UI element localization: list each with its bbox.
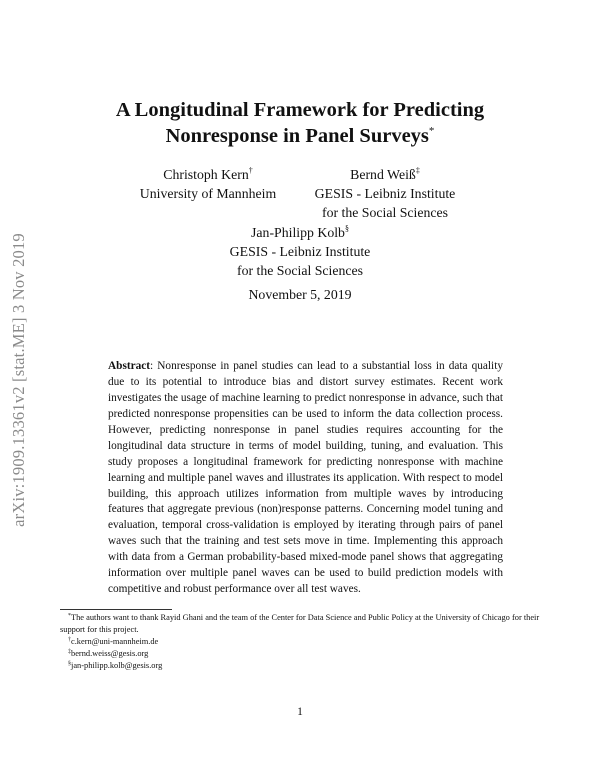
footnote-mark: § bbox=[68, 660, 71, 667]
author-name: Christoph Kern† bbox=[163, 166, 253, 182]
author-footnote-mark: † bbox=[248, 166, 253, 175]
footnote-text: c.kern@uni-mannheim.de bbox=[71, 636, 159, 646]
footnote-text: jan-philipp.kolb@gesis.org bbox=[71, 660, 163, 670]
footnote-text: The authors want to thank Rayid Ghani and the team of the Center for Data Science and Public Policy at the University of Chicago for their support for this project. bbox=[60, 613, 540, 634]
author-footnote-mark: § bbox=[344, 224, 349, 233]
author-affiliation: GESIS - Leibniz Institute bbox=[314, 186, 456, 201]
author-block-kolb bbox=[210, 223, 390, 280]
footnote-email-kolb bbox=[60, 660, 545, 672]
abstract: Abstract: Nonresponse in panel studies can lead to a substantial loss in data quality due to its potential to introduce bias and distort survey estimates. Recent work investigates the usage of machine learning to predict nonresponse in advance, such that predicted nonresponse propensities can be used to inform the data collection process. However, predicting nonresponse in panel studies requires accounting for the longitudinal data structure in terms of model building, tuning, and evaluation. This study proposes a longitudinal framework for predicting nonresponse with machine learning and multiple panel waves and illustrates its application. With respect to model building, this approach utilizes information from multiple waves by introducing features that aggregate previous (non)response patterns. Concerning model tuning and evaluation, temporal cross-validation is employed by iterating through pairs of panel waves such that the training and test sets move in time. Implementing this approach with data from a German probability-based mixed-mode panel shows that aggregating information over multiple panel waves can be used to build prediction models with competitive and robust performance over all test waves. bbox=[108, 360, 503, 595]
title-line-1: A Longitudinal Framework for Predicting bbox=[115, 99, 485, 121]
publication-date: November 5, 2019 bbox=[248, 287, 352, 302]
footnote-mark: ‡ bbox=[68, 648, 71, 655]
author-block-weiss bbox=[295, 165, 475, 222]
author-name: Bernd Weiß‡ bbox=[350, 166, 420, 182]
footnote-acknowledgement bbox=[60, 612, 545, 636]
title-footnote-mark: * bbox=[428, 125, 435, 137]
arxiv-identifier-stamp: arXiv:1909.13361v2 [stat.ME] 3 Nov 2019 bbox=[9, 233, 28, 527]
footnote-email-weiss bbox=[60, 648, 545, 660]
author-footnote-mark: ‡ bbox=[415, 166, 420, 175]
page-number: 1 bbox=[297, 706, 303, 718]
footnote-divider bbox=[60, 609, 172, 610]
footnotes bbox=[60, 612, 545, 672]
footnote-text: bernd.weiss@gesis.org bbox=[71, 648, 149, 658]
title-line-2: Nonresponse in Panel Surveys* bbox=[165, 125, 435, 147]
author-affiliation: University of Mannheim bbox=[139, 186, 277, 201]
paper-title bbox=[60, 97, 540, 149]
author-block-kern bbox=[118, 165, 298, 203]
author-affiliation-cont: for the Social Sciences bbox=[321, 205, 449, 220]
author-name: Jan-Philipp Kolb§ bbox=[251, 224, 349, 240]
author-affiliation-cont: for the Social Sciences bbox=[236, 263, 364, 278]
footnote-email-kern bbox=[60, 636, 545, 648]
abstract-text: Nonresponse in panel studies can lead to a substantial loss in data quality due to its potential to introduce bias and distort survey estimates. Recent work investigates the usage of machine learning to predict nonresponse in advance, such that predicted nonresponse propensities can be used to inform the data collection process. However, predicting nonresponse in panel studies requires accounting for the longitudinal data structure in terms of model building, tuning, and evaluation. This study proposes a longitudinal framework for predicting nonresponse with machine learning and multiple panel waves and illustrates its application. With respect to model building, this approach utilizes information from multiple waves by introducing features that aggregate previous (non)response patterns. Concerning model tuning and evaluation, temporal cross-validation is employed by iterating through pairs of panel waves such that the training and test sets move in time. Implementing this approach with data from a German probability-based mixed-mode panel shows that aggregating information over multiple panel waves can be used to build prediction models with competitive and robust performance over all test waves. bbox=[108, 360, 503, 595]
footnote-mark: † bbox=[68, 636, 71, 643]
author-affiliation: GESIS - Leibniz Institute bbox=[229, 244, 371, 259]
abstract-label: Abstract bbox=[108, 360, 151, 373]
footnote-mark: * bbox=[68, 613, 71, 619]
